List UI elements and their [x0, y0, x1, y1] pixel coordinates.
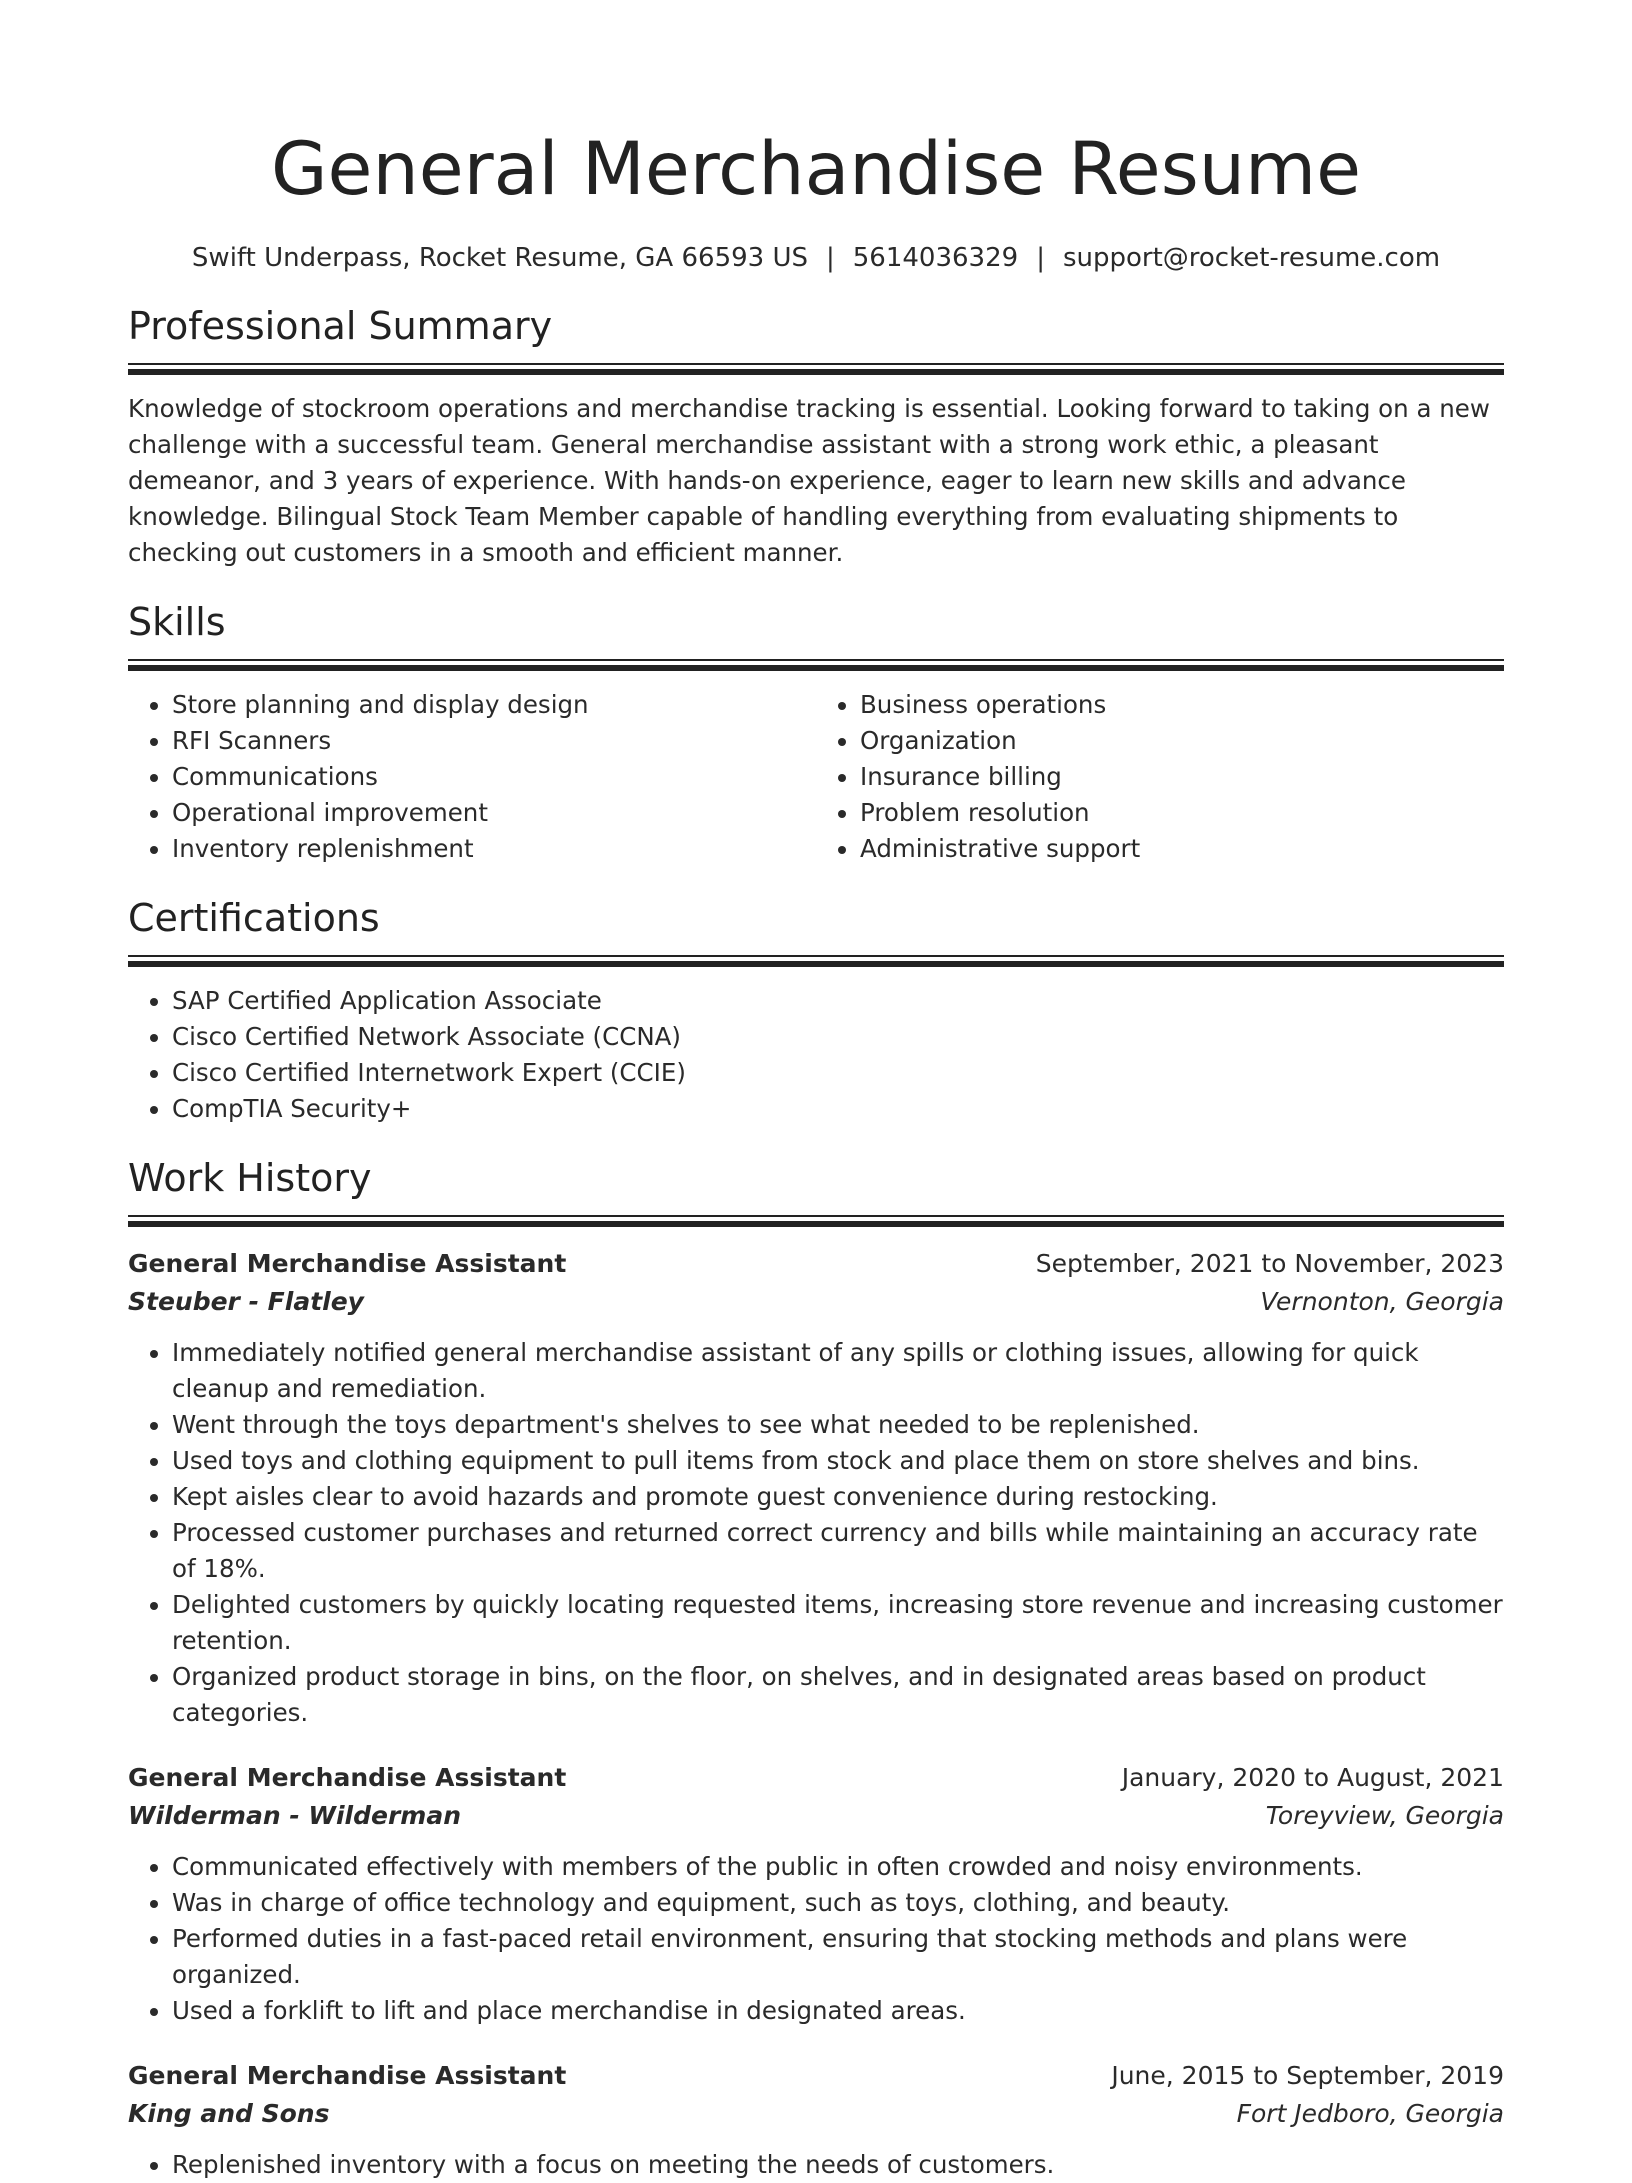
- certification-item: • SAP Certified Application Associate: [172, 983, 1504, 1019]
- work-history-section: [128, 1153, 1504, 2183]
- certifications-list: [128, 983, 1504, 1127]
- job-company: Steuber - Flatley: [128, 1287, 364, 1316]
- job-location: Toreyview, Georgia: [1265, 1801, 1504, 1830]
- skill-item: • Organization: [860, 723, 1504, 759]
- skills-section: [128, 597, 1504, 867]
- job-header: [128, 1245, 1504, 1283]
- section-heading-work-history: Work History: [128, 1156, 372, 1200]
- certifications-section: [128, 893, 1504, 1127]
- certification-item: • Cisco Certified Network Associate (CCNA): [172, 1019, 1504, 1055]
- job-bullet: • Organized product storage in bins, on the floor, on shelves, and in designated areas based on product categories.: [172, 1659, 1504, 1731]
- certification-item: • CompTIA Security+: [172, 1091, 1504, 1127]
- contact-line: [128, 241, 1504, 275]
- job-bullet: • Replenished inventory with a focus on meeting the needs of customers.: [172, 2147, 1504, 2183]
- skills-list-left: [128, 687, 816, 867]
- job-subheader: [128, 2095, 1504, 2133]
- summary-text: Knowledge of stockroom operations and merchandise tracking is essential. Looking forward to taking on a new challenge with a successful team. General merchandise assistant with a strong work ethic, a pleasant demeanor, and 3 years of experience. With hands-on experience, eager to learn new skills and advance knowledge. Bilingual Stock Team Member capable of handling everything from evaluating shipments to checking out customers in a smooth and efficient manner.: [128, 394, 1490, 567]
- section-heading-certifications: Certifications: [128, 896, 380, 940]
- job-title: General Merchandise Assistant: [128, 2061, 567, 2090]
- job-company: Wilderman - Wilderman: [128, 1801, 462, 1830]
- resume-title: General Merchandise Resume: [270, 127, 1362, 212]
- job-bullet: • Used toys and clothing equipment to pull items from stock and place them on store shelves and bins.: [172, 1443, 1504, 1479]
- contact-separator: |: [826, 243, 835, 273]
- job-bullet: • Processed customer purchases and returned correct currency and bills while maintaining an accuracy rate of 18%.: [172, 1515, 1504, 1587]
- job-subheader: [128, 1797, 1504, 1835]
- job-bullet: • Performed duties in a fast-paced retail environment, ensuring that stocking methods and plans were organized.: [172, 1921, 1504, 1993]
- section-divider: [128, 1215, 1504, 1227]
- skill-item: • RFI Scanners: [172, 723, 816, 759]
- contact-phone: 5614036329: [852, 243, 1019, 273]
- job-header: [128, 2057, 1504, 2095]
- job-bullets: [128, 1335, 1504, 1731]
- job-entry: [128, 1759, 1504, 2029]
- job-bullet: • Immediately notified general merchandise assistant of any spills or clothing issues, allowing for quick cleanup and remediation.: [172, 1335, 1504, 1407]
- contact-address: Swift Underpass, Rocket Resume, GA 66593 US: [191, 243, 808, 273]
- job-dates: September, 2021 to November, 2023: [1035, 1249, 1504, 1278]
- skill-item: • Insurance billing: [860, 759, 1504, 795]
- job-entry: [128, 2057, 1504, 2183]
- contact-email: support@rocket-resume.com: [1062, 243, 1441, 273]
- job-bullet: • Kept aisles clear to avoid hazards and promote guest convenience during restocking.: [172, 1479, 1504, 1515]
- section-divider: [128, 955, 1504, 967]
- job-location: Vernonton, Georgia: [1260, 1287, 1504, 1316]
- job-bullets: [128, 2147, 1504, 2183]
- section-heading-skills: Skills: [128, 600, 226, 644]
- certification-item: • Cisco Certified Internetwork Expert (CCIE): [172, 1055, 1504, 1091]
- contact-separator: |: [1036, 243, 1045, 273]
- job-location: Fort Jedboro, Georgia: [1236, 2099, 1504, 2128]
- summary-section: [128, 301, 1504, 571]
- skill-item: • Business operations: [860, 687, 1504, 723]
- skill-item: • Administrative support: [860, 831, 1504, 867]
- job-header: [128, 1759, 1504, 1797]
- job-bullet: • Communicated effectively with members of the public in often crowded and noisy environments.: [172, 1849, 1504, 1885]
- skill-item: • Problem resolution: [860, 795, 1504, 831]
- skill-item: • Store planning and display design: [172, 687, 816, 723]
- job-subheader: [128, 1283, 1504, 1321]
- skill-item: • Communications: [172, 759, 816, 795]
- section-divider: [128, 659, 1504, 671]
- job-bullet: • Was in charge of office technology and equipment, such as toys, clothing, and beauty.: [172, 1885, 1504, 1921]
- skills-grid: [128, 687, 1504, 867]
- job-dates: January, 2020 to August, 2021: [1121, 1763, 1504, 1792]
- section-heading-summary: Professional Summary: [128, 304, 553, 348]
- skill-item: • Operational improvement: [172, 795, 816, 831]
- job-company: King and Sons: [128, 2099, 330, 2128]
- job-bullet: • Delighted customers by quickly locating requested items, increasing store revenue and increasing customer retention.: [172, 1587, 1504, 1659]
- job-bullet: • Used a forklift to lift and place merchandise in designated areas.: [172, 1993, 1504, 2029]
- job-title: General Merchandise Assistant: [128, 1763, 567, 1792]
- job-bullet: • Went through the toys department's shelves to see what needed to be replenished.: [172, 1407, 1504, 1443]
- skills-list-right: [816, 687, 1504, 867]
- job-entry: [128, 1245, 1504, 1731]
- section-divider: [128, 363, 1504, 375]
- job-title: General Merchandise Assistant: [128, 1249, 567, 1278]
- job-dates: June, 2015 to September, 2019: [1111, 2061, 1504, 2090]
- skill-item: • Inventory replenishment: [172, 831, 816, 867]
- job-bullets: [128, 1849, 1504, 2029]
